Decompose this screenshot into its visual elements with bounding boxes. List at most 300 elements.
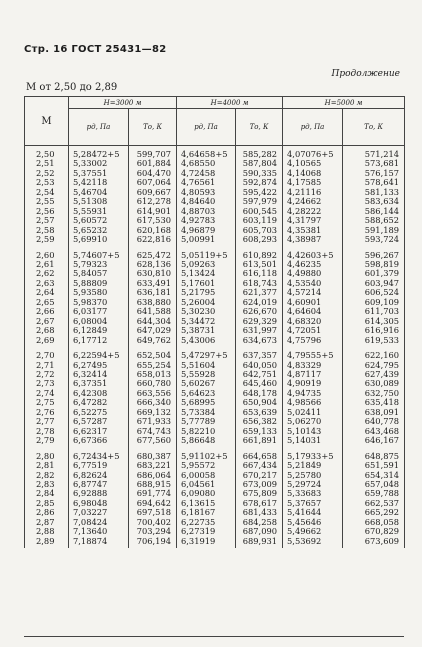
temperature-4000-cell: 640,050 <box>236 361 283 370</box>
temperature-4000-cell: 678,617 <box>236 499 283 508</box>
header-temperature-5000: Tо, К <box>343 109 405 146</box>
header-pressure-4000: pд, Па <box>177 109 236 146</box>
pressure-3000-cell: 6,47282 <box>69 398 129 407</box>
temperature-3000-cell: 706,194 <box>129 537 177 548</box>
pressure-5000-cell: 4,57214 <box>283 288 343 297</box>
pressure-4000-cell: 5,60267 <box>177 379 236 388</box>
pressure-5000-cell: 4,24662 <box>283 197 343 206</box>
temperature-3000-cell: 604,470 <box>129 169 177 178</box>
temperature-3000-cell: 674,743 <box>129 427 177 436</box>
pressure-4000-cell: 5,68995 <box>177 398 236 407</box>
temperature-3000-cell: 691,774 <box>129 489 177 498</box>
temperature-3000-cell: 686,064 <box>129 471 177 480</box>
temperature-4000-cell: 585,282 <box>236 146 283 160</box>
temperature-3000-cell: 612,278 <box>129 197 177 206</box>
temperature-3000-cell: 622,816 <box>129 235 177 246</box>
mach-cell: 2,60 <box>25 247 69 260</box>
temperature-5000-cell: 586,144 <box>343 207 405 216</box>
mach-cell: 2,62 <box>25 269 69 278</box>
temperature-5000-cell: 657,048 <box>343 480 405 489</box>
mach-cell: 2,61 <box>25 260 69 269</box>
temperature-5000-cell: 616,916 <box>343 326 405 335</box>
mach-cell: 2,75 <box>25 398 69 407</box>
pressure-3000-cell: 6,22594+5 <box>69 347 129 360</box>
pressure-4000-cell: 5,64623 <box>177 389 236 398</box>
pressure-3000-cell: 5,60572 <box>69 216 129 225</box>
pressure-5000-cell: 5,21849 <box>283 461 343 470</box>
pressure-5000-cell: 5,29724 <box>283 480 343 489</box>
pressure-3000-cell: 6,62317 <box>69 427 129 436</box>
pressure-5000-cell: 4,68320 <box>283 317 343 326</box>
pressure-3000-cell: 5,74607+5 <box>69 247 129 260</box>
table-row <box>25 235 405 246</box>
mach-cell: 2,51 <box>25 159 69 168</box>
pressure-5000-cell: 4,38987 <box>283 235 343 246</box>
pressure-5000-cell: 5,14031 <box>283 436 343 447</box>
pressure-5000-cell: 4,79555+5 <box>283 347 343 360</box>
pressure-3000-cell: 6,67366 <box>69 436 129 447</box>
temperature-5000-cell: 635,418 <box>343 398 405 407</box>
pressure-5000-cell: 4,98566 <box>283 398 343 407</box>
table-row <box>25 279 405 288</box>
pressure-4000-cell: 6,31919 <box>177 537 236 548</box>
temperature-4000-cell: 645,460 <box>236 379 283 388</box>
mach-cell: 2,53 <box>25 178 69 187</box>
temperature-3000-cell: 700,402 <box>129 518 177 527</box>
pressure-4000-cell: 5,34472 <box>177 317 236 326</box>
pressure-4000-cell: 4,96879 <box>177 226 236 235</box>
pressure-3000-cell: 5,33002 <box>69 159 129 168</box>
table-row <box>25 197 405 206</box>
table-row <box>25 347 405 360</box>
mach-cell: 2,66 <box>25 307 69 316</box>
pressure-3000-cell: 6,82624 <box>69 471 129 480</box>
temperature-3000-cell: 614,901 <box>129 207 177 216</box>
table-body <box>25 146 405 549</box>
pressure-3000-cell: 7,08424 <box>69 518 129 527</box>
pressure-5000-cell: 5,25780 <box>283 471 343 480</box>
temperature-4000-cell: 595,422 <box>236 188 283 197</box>
table-row <box>25 207 405 216</box>
mach-cell: 2,58 <box>25 226 69 235</box>
pressure-3000-cell: 5,98370 <box>69 298 129 307</box>
pressure-3000-cell: 5,88809 <box>69 279 129 288</box>
pressure-5000-cell: 5,33683 <box>283 489 343 498</box>
temperature-3000-cell: 677,560 <box>129 436 177 447</box>
pressure-3000-cell: 6,52275 <box>69 408 129 417</box>
header-pressure-5000: pд, Па <box>283 109 343 146</box>
table-row <box>25 436 405 447</box>
temperature-5000-cell: 643,468 <box>343 427 405 436</box>
pressure-4000-cell: 5,30230 <box>177 307 236 316</box>
temperature-4000-cell: 603,119 <box>236 216 283 225</box>
temperature-3000-cell: 663,556 <box>129 389 177 398</box>
pressure-3000-cell: 7,13640 <box>69 527 129 536</box>
temperature-5000-cell: 581,133 <box>343 188 405 197</box>
temperature-3000-cell: 652,504 <box>129 347 177 360</box>
pressure-3000-cell: 5,79323 <box>69 260 129 269</box>
pressure-5000-cell: 4,21116 <box>283 188 343 197</box>
temperature-5000-cell: 651,591 <box>343 461 405 470</box>
pressure-4000-cell: 5,73384 <box>177 408 236 417</box>
temperature-4000-cell: 616,118 <box>236 269 283 278</box>
pressure-4000-cell: 5,47297+5 <box>177 347 236 360</box>
header-mach: М <box>25 97 69 146</box>
pressure-4000-cell: 6,00058 <box>177 471 236 480</box>
pressure-5000-cell: 4,31797 <box>283 216 343 225</box>
table-row <box>25 317 405 326</box>
pressure-5000-cell: 5,06270 <box>283 417 343 426</box>
pressure-5000-cell: 4,07076+5 <box>283 146 343 160</box>
pressure-4000-cell: 5,00991 <box>177 235 236 246</box>
table-bottom-rule <box>24 636 404 637</box>
pressure-5000-cell: 4,72051 <box>283 326 343 335</box>
table-row <box>25 527 405 536</box>
pressure-4000-cell: 5,91102+5 <box>177 448 236 461</box>
pressure-4000-cell: 5,09263 <box>177 260 236 269</box>
temperature-3000-cell: 620,168 <box>129 226 177 235</box>
pressure-3000-cell: 7,18874 <box>69 537 129 548</box>
mach-cell: 2,71 <box>25 361 69 370</box>
pressure-4000-cell: 6,09080 <box>177 489 236 498</box>
table-row <box>25 178 405 187</box>
pressure-5000-cell: 4,90919 <box>283 379 343 388</box>
temperature-3000-cell: 609,667 <box>129 188 177 197</box>
temperature-5000-cell: 668,058 <box>343 518 405 527</box>
temperature-4000-cell: 629,329 <box>236 317 283 326</box>
mach-data-table <box>24 96 405 548</box>
temperature-5000-cell: 638,091 <box>343 408 405 417</box>
pressure-5000-cell: 4,14068 <box>283 169 343 178</box>
temperature-4000-cell: 648,178 <box>236 389 283 398</box>
temperature-5000-cell: 606,524 <box>343 288 405 297</box>
temperature-5000-cell: 627,439 <box>343 370 405 379</box>
mach-cell: 2,55 <box>25 197 69 206</box>
pressure-3000-cell: 6,17712 <box>69 336 129 347</box>
pressure-4000-cell: 4,88703 <box>177 207 236 216</box>
temperature-5000-cell: 576,157 <box>343 169 405 178</box>
pressure-3000-cell: 6,72434+5 <box>69 448 129 461</box>
temperature-4000-cell: 675,809 <box>236 489 283 498</box>
temperature-3000-cell: 688,915 <box>129 480 177 489</box>
mach-cell: 2,54 <box>25 188 69 197</box>
table-row <box>25 247 405 260</box>
temperature-5000-cell: 648,875 <box>343 448 405 461</box>
temperature-5000-cell: 662,537 <box>343 499 405 508</box>
pressure-3000-cell: 6,27495 <box>69 361 129 370</box>
pressure-3000-cell: 6,03177 <box>69 307 129 316</box>
temperature-5000-cell: 588,652 <box>343 216 405 225</box>
table-row <box>25 288 405 297</box>
temperature-3000-cell: 617,530 <box>129 216 177 225</box>
header-temperature-4000: Tо, К <box>236 109 283 146</box>
temperature-4000-cell: 626,670 <box>236 307 283 316</box>
page-header: Стр. 16 ГОСТ 25431—82 <box>24 44 167 55</box>
temperature-5000-cell: 622,160 <box>343 347 405 360</box>
pressure-3000-cell: 5,65232 <box>69 226 129 235</box>
temperature-4000-cell: 624,019 <box>236 298 283 307</box>
continuation-label: Продолжение <box>331 69 400 79</box>
pressure-3000-cell: 5,51308 <box>69 197 129 206</box>
mach-cell: 2,73 <box>25 379 69 388</box>
temperature-4000-cell: 650,904 <box>236 398 283 407</box>
mach-cell: 2,81 <box>25 461 69 470</box>
temperature-3000-cell: 630,810 <box>129 269 177 278</box>
temperature-5000-cell: 632,750 <box>343 389 405 398</box>
temperature-3000-cell: 660,780 <box>129 379 177 388</box>
table-row <box>25 417 405 426</box>
pressure-4000-cell: 4,76561 <box>177 178 236 187</box>
temperature-3000-cell: 666,340 <box>129 398 177 407</box>
temperature-4000-cell: 673,009 <box>236 480 283 489</box>
temperature-3000-cell: 694,642 <box>129 499 177 508</box>
pressure-4000-cell: 5,51604 <box>177 361 236 370</box>
mach-cell: 2,68 <box>25 326 69 335</box>
temperature-3000-cell: 625,472 <box>129 247 177 260</box>
temperature-4000-cell: 670,217 <box>236 471 283 480</box>
mach-cell: 2,85 <box>25 499 69 508</box>
table-row <box>25 508 405 517</box>
temperature-5000-cell: 630,089 <box>343 379 405 388</box>
temperature-4000-cell: 634,673 <box>236 336 283 347</box>
temperature-5000-cell: 654,314 <box>343 471 405 480</box>
table-row <box>25 537 405 548</box>
mach-cell: 2,67 <box>25 317 69 326</box>
temperature-4000-cell: 613,501 <box>236 260 283 269</box>
table-row <box>25 408 405 417</box>
temperature-5000-cell: 603,947 <box>343 279 405 288</box>
temperature-3000-cell: 647,029 <box>129 326 177 335</box>
mach-cell: 2,80 <box>25 448 69 461</box>
temperature-3000-cell: 669,132 <box>129 408 177 417</box>
header-altitude-3000: H=3000 м <box>69 97 177 109</box>
mach-cell: 2,87 <box>25 518 69 527</box>
table-row <box>25 146 405 160</box>
temperature-3000-cell: 680,387 <box>129 448 177 461</box>
pressure-4000-cell: 4,68550 <box>177 159 236 168</box>
temperature-4000-cell: 631,997 <box>236 326 283 335</box>
temperature-4000-cell: 587,804 <box>236 159 283 168</box>
pressure-5000-cell: 4,87117 <box>283 370 343 379</box>
table-row <box>25 489 405 498</box>
pressure-4000-cell: 4,92783 <box>177 216 236 225</box>
pressure-4000-cell: 6,27319 <box>177 527 236 536</box>
table-row <box>25 499 405 508</box>
pressure-3000-cell: 6,37351 <box>69 379 129 388</box>
table-row <box>25 226 405 235</box>
table-row <box>25 169 405 178</box>
mach-cell: 2,74 <box>25 389 69 398</box>
temperature-5000-cell: 619,533 <box>343 336 405 347</box>
table-row <box>25 298 405 307</box>
temperature-5000-cell: 583,634 <box>343 197 405 206</box>
pressure-3000-cell: 5,69910 <box>69 235 129 246</box>
table-row <box>25 159 405 168</box>
table-row <box>25 188 405 197</box>
temperature-4000-cell: 667,434 <box>236 461 283 470</box>
temperature-4000-cell: 684,258 <box>236 518 283 527</box>
pressure-4000-cell: 5,86648 <box>177 436 236 447</box>
pressure-4000-cell: 4,72458 <box>177 169 236 178</box>
mach-cell: 2,78 <box>25 427 69 436</box>
pressure-3000-cell: 5,37551 <box>69 169 129 178</box>
table-row <box>25 361 405 370</box>
pressure-4000-cell: 5,43006 <box>177 336 236 347</box>
pressure-3000-cell: 6,57287 <box>69 417 129 426</box>
pressure-5000-cell: 4,60901 <box>283 298 343 307</box>
temperature-4000-cell: 608,293 <box>236 235 283 246</box>
temperature-4000-cell: 656,382 <box>236 417 283 426</box>
temperature-3000-cell: 683,221 <box>129 461 177 470</box>
temperature-3000-cell: 607,064 <box>129 178 177 187</box>
table-row <box>25 480 405 489</box>
table-row <box>25 448 405 461</box>
table-row <box>25 461 405 470</box>
mach-cell: 2,50 <box>25 146 69 160</box>
pressure-4000-cell: 5,26004 <box>177 298 236 307</box>
temperature-4000-cell: 605,703 <box>236 226 283 235</box>
table-row <box>25 427 405 436</box>
temperature-5000-cell: 611,703 <box>343 307 405 316</box>
pressure-3000-cell: 5,93580 <box>69 288 129 297</box>
header-altitude-5000: H=5000 м <box>283 97 405 109</box>
pressure-5000-cell: 4,94735 <box>283 389 343 398</box>
table-row <box>25 269 405 278</box>
pressure-4000-cell: 6,13615 <box>177 499 236 508</box>
pressure-4000-cell: 5,13424 <box>177 269 236 278</box>
temperature-5000-cell: 673,609 <box>343 537 405 548</box>
mach-cell: 2,69 <box>25 336 69 347</box>
table-row <box>25 307 405 316</box>
temperature-3000-cell: 641,588 <box>129 307 177 316</box>
mach-cell: 2,59 <box>25 235 69 246</box>
pressure-3000-cell: 6,87747 <box>69 480 129 489</box>
temperature-4000-cell: 610,892 <box>236 247 283 260</box>
mach-cell: 2,64 <box>25 288 69 297</box>
temperature-4000-cell: 681,433 <box>236 508 283 517</box>
mach-cell: 2,70 <box>25 347 69 360</box>
pressure-4000-cell: 6,22735 <box>177 518 236 527</box>
temperature-3000-cell: 649,762 <box>129 336 177 347</box>
temperature-5000-cell: 614,305 <box>343 317 405 326</box>
pressure-5000-cell: 5,45646 <box>283 518 343 527</box>
pressure-4000-cell: 5,17601 <box>177 279 236 288</box>
mach-cell: 2,76 <box>25 408 69 417</box>
pressure-4000-cell: 5,55928 <box>177 370 236 379</box>
pressure-5000-cell: 5,17933+5 <box>283 448 343 461</box>
header-pressure-3000: pд, Па <box>69 109 129 146</box>
temperature-5000-cell: 591,189 <box>343 226 405 235</box>
pressure-5000-cell: 5,02411 <box>283 408 343 417</box>
table-row <box>25 518 405 527</box>
header-temperature-3000: Tо, К <box>129 109 177 146</box>
table-row <box>25 471 405 480</box>
temperature-4000-cell: 600,545 <box>236 207 283 216</box>
pressure-3000-cell: 6,08004 <box>69 317 129 326</box>
table-row <box>25 389 405 398</box>
temperature-4000-cell: 592,874 <box>236 178 283 187</box>
mach-cell: 2,65 <box>25 298 69 307</box>
temperature-5000-cell: 665,292 <box>343 508 405 517</box>
temperature-5000-cell: 640,778 <box>343 417 405 426</box>
pressure-5000-cell: 5,41644 <box>283 508 343 517</box>
pressure-4000-cell: 5,38731 <box>177 326 236 335</box>
mach-cell: 2,86 <box>25 508 69 517</box>
pressure-4000-cell: 5,05119+5 <box>177 247 236 260</box>
temperature-5000-cell: 571,214 <box>343 146 405 160</box>
temperature-4000-cell: 637,357 <box>236 347 283 360</box>
temperature-3000-cell: 697,518 <box>129 508 177 517</box>
pressure-4000-cell: 4,80593 <box>177 188 236 197</box>
temperature-5000-cell: 573,681 <box>343 159 405 168</box>
temperature-4000-cell: 597,979 <box>236 197 283 206</box>
pressure-3000-cell: 7,03227 <box>69 508 129 517</box>
temperature-3000-cell: 658,013 <box>129 370 177 379</box>
pressure-4000-cell: 5,82210 <box>177 427 236 436</box>
temperature-4000-cell: 661,891 <box>236 436 283 447</box>
pressure-5000-cell: 4,64604 <box>283 307 343 316</box>
temperature-3000-cell: 703,294 <box>129 527 177 536</box>
pressure-5000-cell: 4,75796 <box>283 336 343 347</box>
temperature-5000-cell: 596,267 <box>343 247 405 260</box>
pressure-5000-cell: 4,35381 <box>283 226 343 235</box>
pressure-3000-cell: 6,92888 <box>69 489 129 498</box>
pressure-3000-cell: 5,46704 <box>69 188 129 197</box>
temperature-3000-cell: 599,707 <box>129 146 177 160</box>
pressure-3000-cell: 5,42118 <box>69 178 129 187</box>
temperature-3000-cell: 638,880 <box>129 298 177 307</box>
mach-cell: 2,72 <box>25 370 69 379</box>
pressure-4000-cell: 4,64658+5 <box>177 146 236 160</box>
pressure-5000-cell: 4,10565 <box>283 159 343 168</box>
pressure-5000-cell: 4,49880 <box>283 269 343 278</box>
temperature-4000-cell: 664,658 <box>236 448 283 461</box>
temperature-3000-cell: 628,136 <box>129 260 177 269</box>
pressure-5000-cell: 4,17585 <box>283 178 343 187</box>
temperature-3000-cell: 644,304 <box>129 317 177 326</box>
pressure-3000-cell: 5,28472+5 <box>69 146 129 160</box>
table-row <box>25 398 405 407</box>
table-subtitle: М от 2,50 до 2,89 <box>26 82 118 93</box>
mach-cell: 2,88 <box>25 527 69 536</box>
mach-cell: 2,63 <box>25 279 69 288</box>
temperature-4000-cell: 653,639 <box>236 408 283 417</box>
mach-cell: 2,84 <box>25 489 69 498</box>
header-altitude-4000: H=4000 м <box>177 97 283 109</box>
table-row <box>25 379 405 388</box>
temperature-5000-cell: 646,167 <box>343 436 405 447</box>
temperature-4000-cell: 659,133 <box>236 427 283 436</box>
pressure-4000-cell: 6,18167 <box>177 508 236 517</box>
table-row <box>25 326 405 335</box>
temperature-4000-cell: 590,335 <box>236 169 283 178</box>
temperature-5000-cell: 578,641 <box>343 178 405 187</box>
temperature-3000-cell: 633,491 <box>129 279 177 288</box>
pressure-5000-cell: 5,53692 <box>283 537 343 548</box>
mach-cell: 2,77 <box>25 417 69 426</box>
temperature-5000-cell: 659,788 <box>343 489 405 498</box>
pressure-4000-cell: 5,77789 <box>177 417 236 426</box>
pressure-3000-cell: 5,84057 <box>69 269 129 278</box>
pressure-4000-cell: 5,21795 <box>177 288 236 297</box>
pressure-5000-cell: 4,46235 <box>283 260 343 269</box>
pressure-5000-cell: 5,37657 <box>283 499 343 508</box>
temperature-4000-cell: 618,743 <box>236 279 283 288</box>
mach-cell: 2,82 <box>25 471 69 480</box>
mach-cell: 2,89 <box>25 537 69 548</box>
temperature-4000-cell: 689,931 <box>236 537 283 548</box>
pressure-3000-cell: 5,55931 <box>69 207 129 216</box>
